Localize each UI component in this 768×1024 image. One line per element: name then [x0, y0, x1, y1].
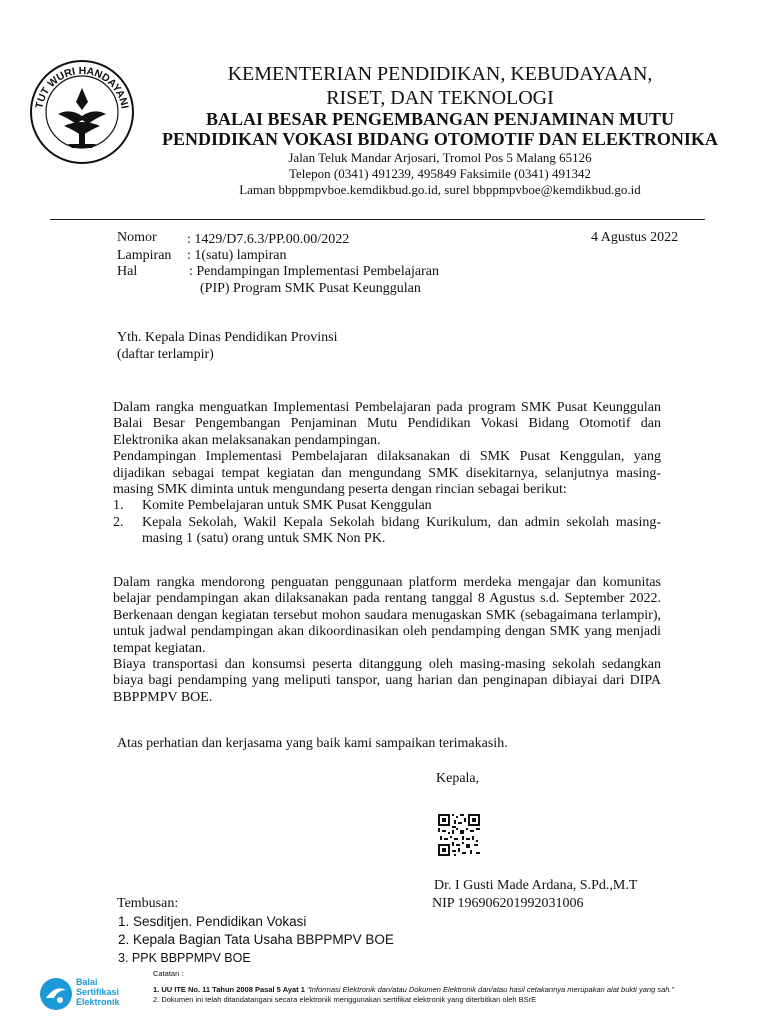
bsre-text-3: Elektronik — [76, 997, 120, 1007]
footer-note-1 — [153, 985, 743, 995]
paragraph-4: Biaya transportasi dan konsumsi peserta ditanggung oleh masing-masing sekolah sedangkan biaya bagi pendamping yang meliputi tanspor, uang harian dan penginapan dibiayai dari DIPA BBPPMPV BOE. — [113, 657, 661, 705]
lampiran-value: : 1(satu) lampiran — [187, 248, 287, 263]
institution-line-2: PENDIDIKAN VOKASI BIDANG OTOMOTIF DAN ELEKTRONIKA — [162, 129, 718, 149]
tembusan-label: Tembusan: — [117, 896, 179, 911]
bsre-text-2: Sertifikasi — [76, 987, 120, 997]
bsre-emblem-icon — [38, 976, 74, 1012]
paragraph-3-block — [113, 575, 661, 706]
list-number: 2. — [113, 514, 124, 530]
footer-notes — [153, 969, 743, 1005]
tut-wuri-handayani-logo — [28, 58, 136, 166]
bsre-text-1: Balai — [76, 977, 98, 987]
hal-label: Hal — [117, 264, 138, 279]
letter-date: 4 Agustus 2022 — [591, 230, 679, 245]
institution-line-1: BALAI BESAR PENGEMBANGAN PENJAMINAN MUTU — [205, 109, 675, 129]
recipient-line-2: (daftar terlampir) — [117, 347, 214, 362]
tembusan-item-1: 1. Sesditjen. Pendidikan Vokasi — [118, 914, 307, 929]
ministry-line-1: KEMENTERIAN PENDIDIKAN, KEBUDAYAAN, — [227, 63, 653, 85]
list-text: Komite Pembelajaran untuk SMK Pusat Kenggulan — [142, 498, 432, 514]
ministry-line-2: RISET, DAN TEKNOLOGI — [326, 87, 554, 109]
nomor-label: Nomor — [117, 230, 157, 245]
letter-body — [113, 400, 661, 548]
signatory-nip: NIP 196906201992031006 — [432, 896, 584, 911]
footer-note-1-quote: "Informasi Elektronik dan/atau Dokumen Elektronik dan/atau hasil cetakannya merupakan alat bukti yang sah." — [306, 985, 675, 994]
paragraph-2: Pendampingan Implementasi Pembelajaran dilaksanakan di SMK Pusat Kenggulan, yang dijadikan sebagai tempat kegiatan dan mengundang SMK disekitarnya, selanjutnya masing-masing SMK diminta untuk mengundang peserta dengan rincian sebagai berikut: — [113, 449, 661, 498]
tembusan-item-3: 3. PPK BBPPMPV BOE — [118, 951, 251, 965]
svg-text:TUT WURI HANDAYANI: TUT WURI HANDAYANI — [33, 64, 131, 110]
lampiran-label: Lampiran — [117, 248, 172, 263]
list-text: Kepala Sekolah, Wakil Kepala Sekolah bidang Kurikulum, dan admin sekolah masing-masing 1 (satu) orang untuk SMK Non PK. — [142, 514, 661, 547]
signatory-name: Dr. I Gusti Made Ardana, S.Pd.,M.T — [434, 878, 638, 893]
bsre-logo — [38, 975, 138, 1013]
hal-value-line-2: (PIP) Program SMK Pusat Keunggulan — [200, 281, 421, 296]
signature-title: Kepala, — [436, 771, 480, 786]
tembusan-item-2: 2. Kepala Bagian Tata Usaha BBPPMPV BOE — [118, 932, 394, 947]
participant-list — [113, 498, 661, 547]
footer-note-2: 2. Dokumen ini telah ditandatangani secara elektronik menggunakan sertifikat elektronik yang diterbitkan oleh BSrE — [153, 995, 537, 1004]
header-divider — [50, 219, 705, 220]
catatan-label: Catatan : — [153, 969, 184, 978]
phone-line: Telepon (0341) 491239, 495849 Faksimile (0341) 491342 — [288, 166, 592, 181]
footer-note-1-prefix: 1. UU ITE No. 11 Tahun 2008 Pasal 5 Ayat 1 — [153, 985, 305, 994]
list-item — [113, 498, 661, 514]
web-line: Laman bbppmpvboe.kemdikbud.go.id, surel bbppmpvboe@kemdikbud.go.id — [239, 182, 641, 197]
nomor-value: : 1429/D7.6.3/PP.00.00/2022 — [187, 232, 350, 247]
recipient-line-1: Yth. Kepala Dinas Pendidikan Provinsi — [117, 330, 338, 345]
qr-code-icon — [437, 813, 481, 857]
paragraph-1: Dalam rangka menguatkan Implementasi Pembelajaran pada program SMK Pusat Keunggulan Balai Besar Pengembangan Penjaminan Mutu Pendidikan Vokasi Bidang Otomotif dan Elektronika akan melaksanakan pendampingan. — [113, 400, 661, 448]
paragraph-5: Atas perhatian dan kerjasama yang baik kami sampaikan terimakasih. — [117, 736, 508, 751]
list-item — [113, 515, 661, 548]
letter-meta — [117, 230, 697, 300]
paragraph-3: Dalam rangka mendorong penguatan penggunaan platform merdeka mengajar dan komunitas belajar pendampingan akan dilaksanakan pada rentang tanggal 8 Agustus s.d. September 2022. Berkenaan dengan kegiatan tersebut mohon saudara menugaskan SMK (sebagaimana terlampir), untuk jadwal pendampingan akan dikoordinasikan oleh pendamping dengan SMK yang menjadi tempat kegiatan. — [113, 575, 661, 656]
list-number: 1. — [113, 498, 124, 514]
hal-value-line-1: : Pendampingan Implementasi Pembelajaran — [189, 264, 439, 279]
address-line: Jalan Teluk Mandar Arjosari, Tromol Pos 5 Malang 65126 — [288, 150, 592, 165]
